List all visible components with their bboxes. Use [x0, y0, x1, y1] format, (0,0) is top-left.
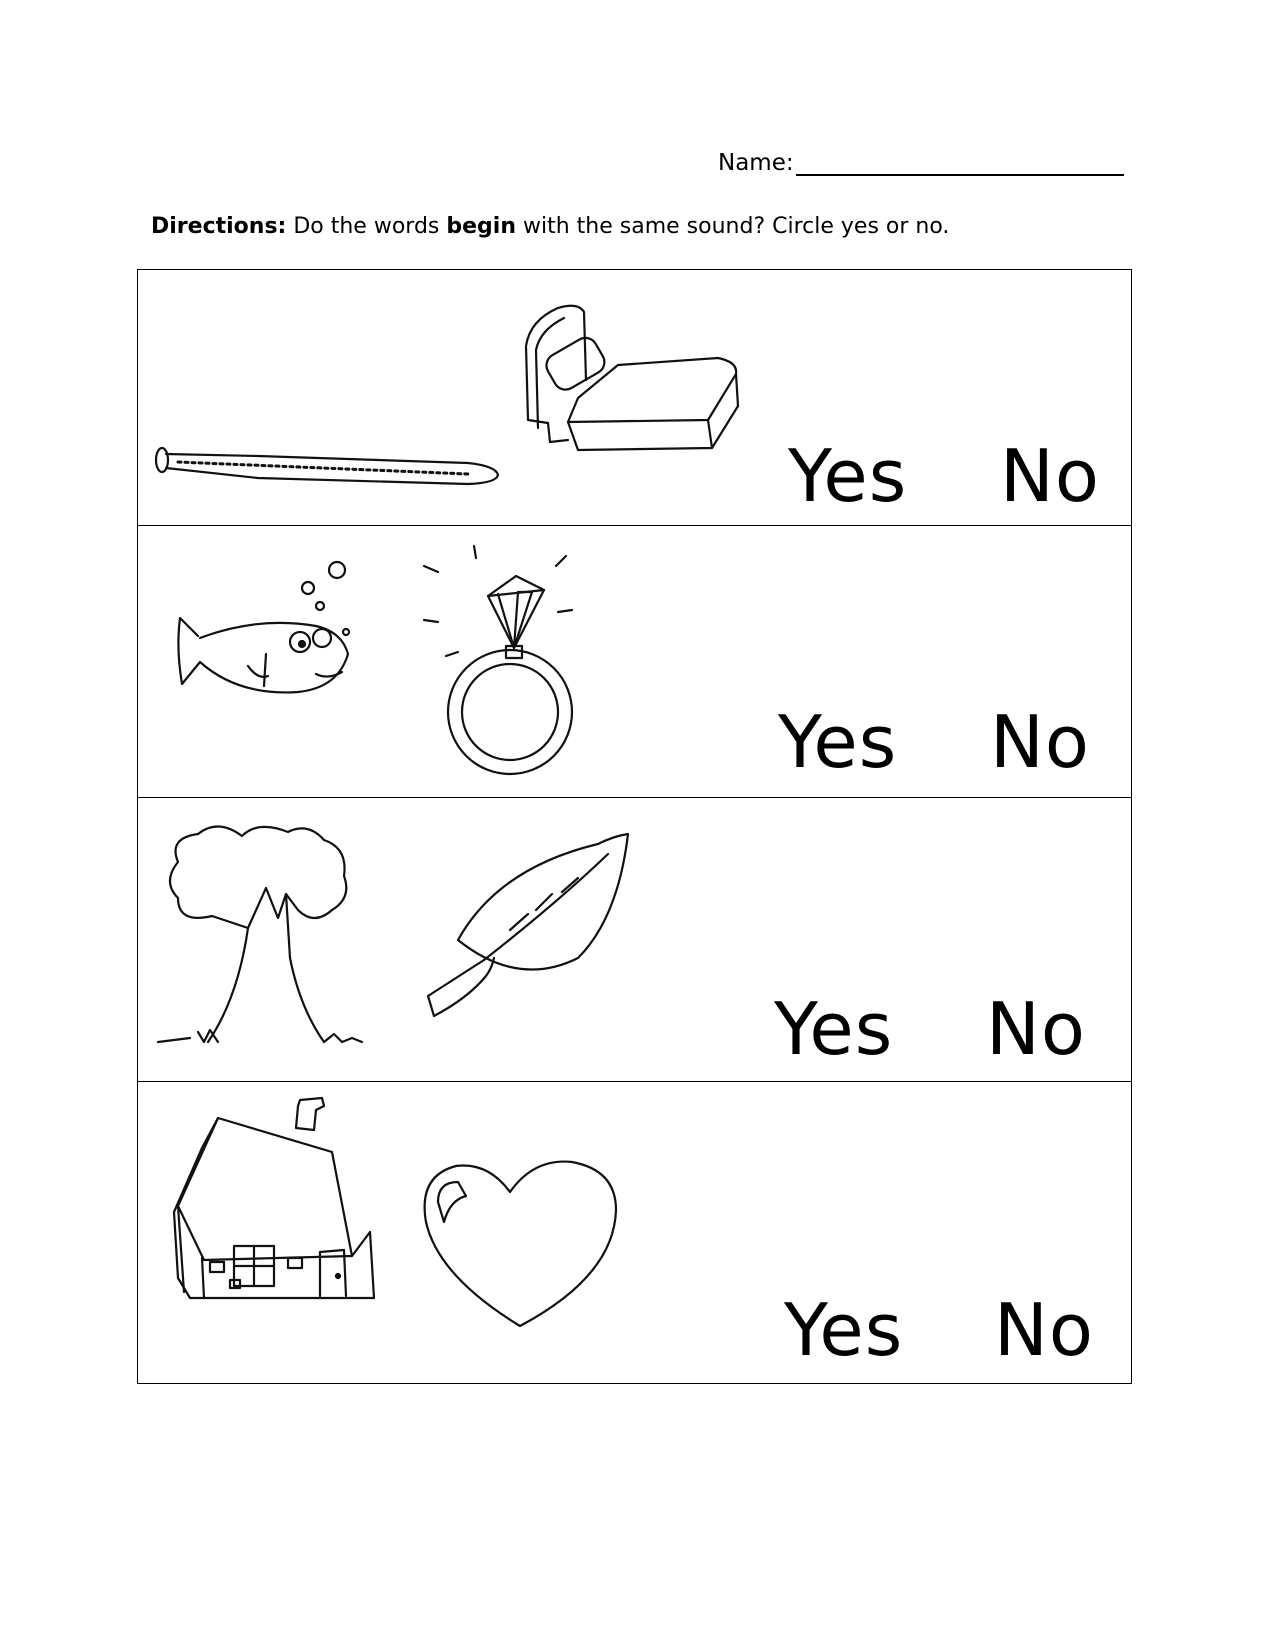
- name-label: Name:: [718, 150, 794, 176]
- leaf-icon: [428, 834, 628, 1016]
- question-row-3: [138, 798, 1131, 1082]
- question-row-4: [138, 1082, 1131, 1385]
- no-option-1[interactable]: No: [1000, 434, 1100, 518]
- worksheet-grid: [137, 269, 1132, 1384]
- ring-icon: [424, 546, 572, 774]
- yes-option-1[interactable]: Yes: [788, 434, 908, 518]
- question-row-1: [138, 270, 1131, 526]
- heart-icon: [425, 1162, 616, 1326]
- question-row-2: [138, 526, 1131, 798]
- directions: [151, 214, 949, 239]
- yes-option-2[interactable]: Yes: [778, 700, 898, 784]
- no-option-4[interactable]: No: [994, 1288, 1094, 1372]
- yes-option-3[interactable]: Yes: [774, 987, 894, 1071]
- bed-icon: [526, 306, 738, 450]
- tree-icon: [158, 826, 362, 1042]
- house-icon: [174, 1098, 374, 1298]
- bat-icon: [156, 448, 498, 484]
- directions-emphasis: begin: [446, 214, 516, 239]
- yes-option-4[interactable]: Yes: [784, 1288, 904, 1372]
- name-field[interactable]: [718, 150, 1124, 176]
- name-underline[interactable]: [796, 154, 1124, 176]
- directions-text-after: with the same sound? Circle yes or no.: [523, 214, 950, 239]
- directions-text-before: Do the words: [293, 214, 440, 239]
- no-option-3[interactable]: No: [986, 987, 1086, 1071]
- no-option-2[interactable]: No: [990, 700, 1090, 784]
- directions-label: Directions:: [151, 214, 287, 239]
- fish-icon: [178, 562, 349, 692]
